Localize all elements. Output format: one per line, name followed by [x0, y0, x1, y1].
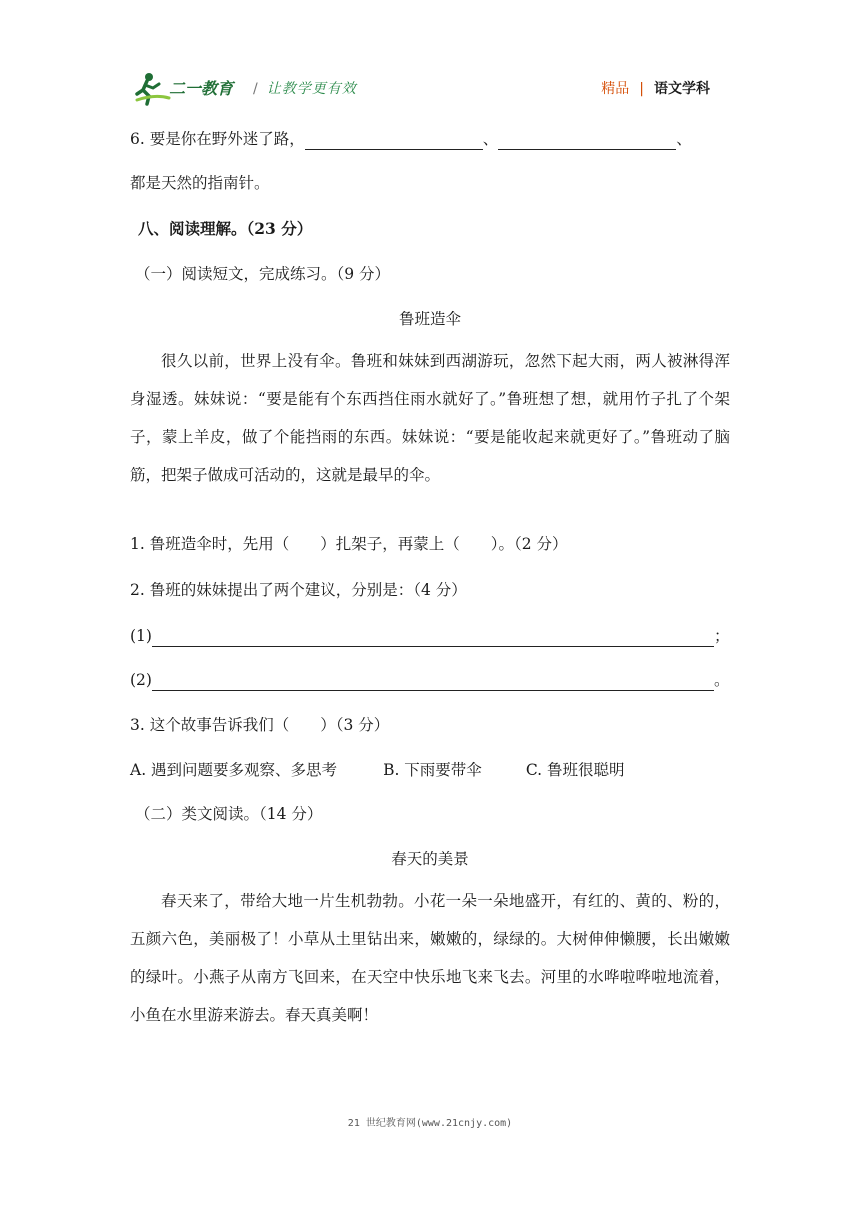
page-footer: 21 世纪教育网(www.21cnjy.com)	[347, 1118, 513, 1129]
answer-blank[interactable]	[152, 674, 714, 691]
answer-blank[interactable]	[152, 630, 714, 647]
subject-badge: 精品 | 语文学科	[601, 81, 710, 97]
option-b[interactable]: B. 下雨要带伞	[383, 761, 482, 779]
page-header	[0, 0, 860, 110]
question-1: 1. 鲁班造伞时，先用（ ）扎架子，再蒙上（ ）。（2 分）	[130, 535, 568, 553]
slogan: / 让教学更有效	[253, 81, 357, 97]
question-2-answer-2	[130, 669, 729, 691]
question-6-line1	[130, 128, 692, 150]
runner-logo-icon	[135, 70, 245, 106]
question-3: 3. 这个故事告诉我们（ ）（3 分）	[130, 716, 390, 734]
question-2-answer-1	[130, 625, 729, 647]
brand-logo	[135, 70, 245, 106]
badge-subject: 语文学科	[654, 81, 710, 97]
punctuation: ；	[713, 627, 730, 645]
slogan-text: 让教学更有效	[266, 81, 357, 97]
passage-2-body: 春天来了，带给大地一片生机勃勃。小花一朵一朵地盛开，有红的、黄的、粉的，五颜六色，美丽极了！小草从土里钻出来，嫩嫩的，绿绿的。大树伸伸懒腰，长出嫩嫩的绿叶。小燕子从南方飞回来，在天空中快乐地飞来飞去。河里的水哗啦哗啦地流着，小鱼在水里游来游去。春天真美啊！	[130, 892, 730, 1024]
passage-1-title: 鲁班造伞	[398, 310, 461, 328]
answer-label: (1)	[130, 627, 152, 645]
answer-label: (2)	[130, 671, 152, 689]
option-a[interactable]: A. 遇到问题要多观察、多思考	[130, 761, 338, 779]
part-1-title: （一）阅读短文，完成练习。（9 分）	[135, 265, 391, 283]
answer-blank[interactable]	[498, 133, 676, 150]
question-3-options	[130, 759, 624, 781]
separator: 、	[482, 130, 499, 148]
logo-text: 二一教育	[169, 79, 234, 98]
part-2-title: （二）类文阅读。（14 分）	[135, 805, 323, 823]
answer-blank[interactable]	[305, 133, 483, 150]
passage-1-body: 很久以前，世界上没有伞。鲁班和妹妹到西湖游玩，忽然下起大雨，两人被淋得浑身湿透。妹妹说：“要是能有个东西挡住雨水就好了。”鲁班想了想，就用竹子扎了个架子，蒙上羊皮，做了个能挡雨的东西。妹妹说：“要是能收起来就更好了。”鲁班动了脑筋，把架子做成可活动的，这就是最早的伞。	[130, 352, 730, 484]
section-8-title: 八、阅读理解。（23 分）	[138, 219, 313, 238]
badge-quality: 精品	[601, 81, 630, 97]
question-6-text: 6. 要是你在野外迷了路，	[130, 130, 305, 148]
punctuation: 。	[713, 671, 730, 689]
question-2: 2. 鲁班的妹妹提出了两个建议，分别是：（4 分）	[130, 581, 467, 599]
option-c[interactable]: C. 鲁班很聪明	[525, 761, 625, 779]
question-6-line2: 都是天然的指南针。	[130, 174, 270, 192]
separator: 、	[676, 130, 692, 148]
passage-2-title: 春天的美景	[391, 850, 469, 868]
